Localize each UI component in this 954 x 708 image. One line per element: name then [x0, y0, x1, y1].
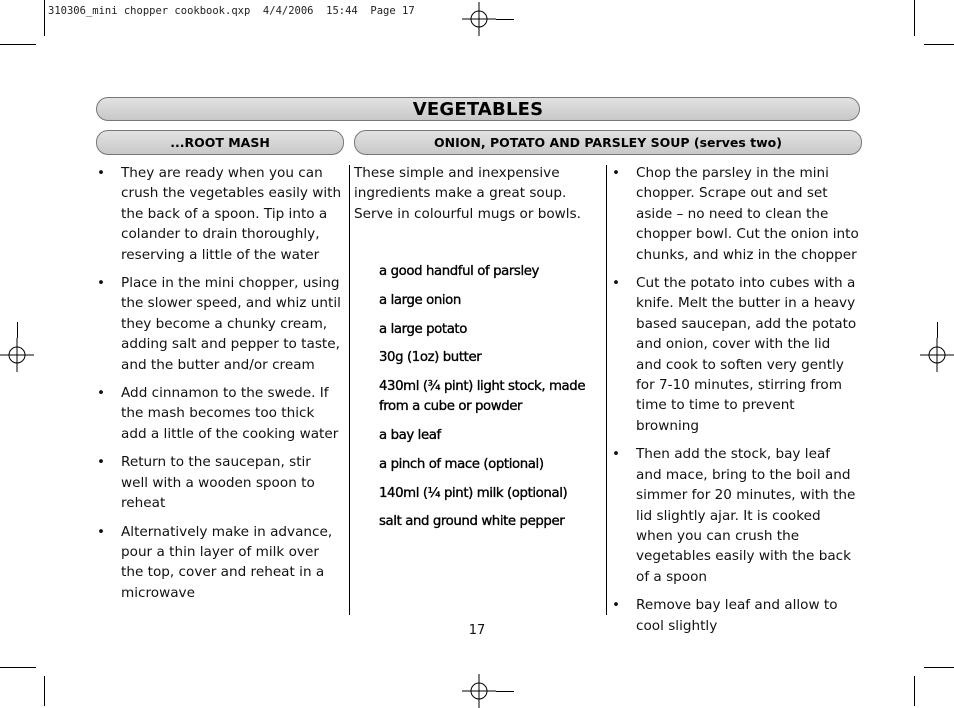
registration-line-left — [17, 322, 18, 338]
list-item: • Alternatively make in advance, pour a thin layer of milk over the top, cover and reheat in a microwave — [96, 522, 342, 604]
left-header-bar — [96, 130, 344, 155]
crop-mark-top-left-h — [0, 44, 36, 45]
list-item: • Remove bay leaf and allow to cool slightly — [611, 595, 859, 636]
crop-mark-top-left-v — [44, 0, 45, 36]
list-item: • They are ready when you can crush the vegetables easily with the back of a spoon. Tip into a colander to drain thoroughly, reserving a little of the water — [96, 163, 342, 265]
root-mash-column — [96, 163, 342, 611]
soup-steps — [611, 163, 859, 636]
ingredient-item: 30g (1oz) butter — [379, 350, 482, 366]
right-header-bar — [354, 130, 862, 155]
ingredient-item: 140ml (¼ pint) milk (optional) — [379, 485, 568, 501]
ingredient-item: 430ml (¾ pint) light stock, made from a cube or powder — [379, 379, 586, 415]
registration-line-right — [937, 322, 938, 338]
crop-mark-top-right-v — [914, 0, 915, 36]
registration-line-bottom — [496, 691, 514, 692]
soup-method-column — [611, 163, 859, 644]
page-number: 17 — [468, 623, 486, 638]
registration-mark-bottom — [462, 674, 496, 708]
ingredient-item: salt and ground white pepper — [379, 514, 565, 530]
list-item: • Return to the saucepan, stir well with a wooden spoon to reheat — [96, 452, 342, 513]
ingredient-item: a bay leaf — [379, 428, 441, 444]
registration-line-top — [496, 19, 514, 20]
left-header: ...ROOT MASH — [170, 135, 270, 150]
right-header: ONION, POTATO AND PARSLEY SOUP (serves two) — [434, 135, 782, 150]
column-divider-right — [606, 165, 607, 615]
ingredient-item: a large potato — [379, 321, 467, 337]
registration-mark-top — [462, 2, 496, 36]
crop-mark-top-right-h — [924, 44, 954, 45]
ingredient-item: a good handful of parsley — [379, 264, 539, 280]
list-item: • Cut the potato into cubes with a knife. Melt the butter in a heavy based saucepan, add the potato and onion, cover with the lid and cook to soften very gently for 7-10 minutes, stirring from time to time to prevent browning — [611, 273, 859, 436]
print-slug: 310306_mini chopper cookbook.qxp 4/4/2006 15:44 Page 17 — [48, 5, 415, 17]
root-mash-steps — [96, 163, 342, 603]
list-item: • Chop the parsley in the mini chopper. Scrape out and set aside – no need to clean the chopper bowl. Cut the onion into chunks, and whiz in the chopper — [611, 163, 859, 265]
crop-mark-bottom-right-h — [924, 667, 954, 668]
ingredient-item: a large onion — [379, 292, 461, 308]
crop-mark-bottom-left-h — [0, 667, 36, 668]
soup-ingredients-column — [354, 163, 602, 541]
section-title: VEGETABLES — [412, 98, 544, 120]
ingredient-item: a pinch of mace (optional) — [379, 456, 544, 472]
list-item: • Add cinnamon to the swede. If the mash becomes too thick add a little of the cooking water — [96, 383, 342, 444]
list-item: • Place in the mini chopper, using the slower speed, and whiz until they become a chunky cream, adding salt and pepper to taste, and the butter and/or cream — [96, 273, 342, 375]
column-divider-left — [349, 165, 350, 615]
crop-mark-bottom-left-v — [44, 676, 45, 706]
registration-mark-left — [0, 338, 34, 372]
soup-intro: These simple and inexpensive ingredients make a great soup. Serve in colourful mugs or bowls. — [354, 165, 581, 222]
registration-mark-right — [920, 338, 954, 372]
crop-mark-bottom-right-v — [914, 676, 915, 706]
ingredient-list — [354, 262, 602, 532]
section-title-bar — [96, 97, 860, 121]
list-item: • Then add the stock, bay leaf and mace, bring to the boil and simmer for 20 minutes, with the lid slightly ajar. It is cooked when you can crush the vegetables easily with the back of a spoon — [611, 444, 859, 587]
